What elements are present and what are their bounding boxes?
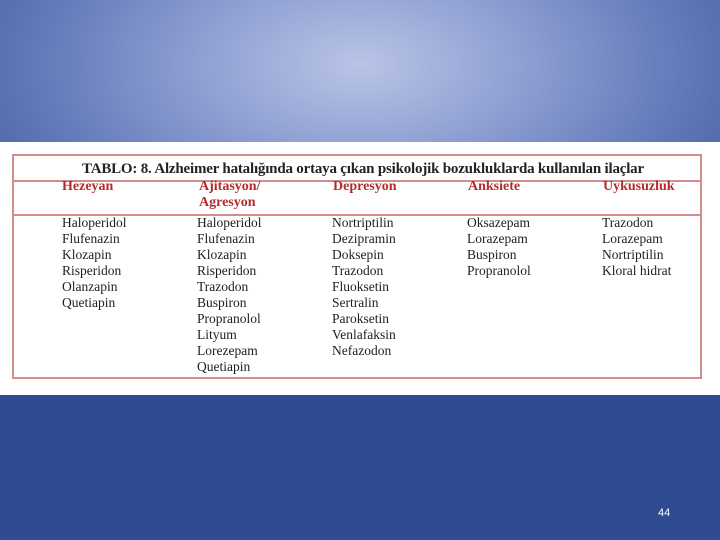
column-header-ajitasyon	[199, 179, 260, 211]
drug-cell: Flufenazin	[62, 231, 120, 246]
column-header-anksiete: Anksiete	[468, 179, 521, 194]
drug-cell: Fluoksetin	[332, 279, 390, 294]
drug-cell: Klozapin	[62, 247, 112, 262]
drug-cell: Oksazepam	[467, 215, 530, 230]
drug-cell: Kloral hidrat	[602, 263, 672, 278]
drug-cell: Dezipramin	[332, 231, 396, 246]
drug-cell: Nortriptilin	[602, 247, 664, 262]
column-uykusuzluk	[602, 215, 671, 279]
drug-cell: Lityum	[197, 327, 237, 342]
drug-cell: Risperidon	[197, 263, 257, 278]
column-header-ajitasyon-line1: Ajitasyon/	[199, 179, 261, 194]
drug-cell: Propranolol	[467, 263, 531, 278]
drug-cell: Flufenazin	[197, 231, 255, 246]
column-header-uykusuzluk: Uykusuzluk	[603, 179, 675, 194]
drug-cell: Nortriptilin	[332, 215, 394, 230]
drug-cell: Buspiron	[197, 295, 247, 310]
column-header-ajitasyon-line2: Agresyon	[199, 195, 256, 210]
drug-cell: Propranolol	[197, 311, 261, 326]
drug-cell: Klozapin	[197, 247, 247, 262]
page-number: 44	[658, 507, 671, 519]
drug-cell: Venlafaksin	[332, 327, 396, 342]
drug-cell: Lorazepam	[602, 231, 663, 246]
drug-cell: Doksepin	[332, 247, 384, 262]
drug-cell: Trazodon	[602, 215, 654, 230]
drug-cell: Paroksetin	[332, 311, 389, 326]
drug-cell: Haloperidol	[62, 215, 127, 230]
drug-cell: Quetiapin	[197, 359, 251, 374]
drug-cell: Sertralin	[332, 295, 379, 310]
drug-cell: Trazodon	[197, 279, 249, 294]
column-depresyon	[332, 215, 396, 359]
column-anksiete	[467, 215, 531, 279]
drug-cell: Risperidon	[62, 263, 122, 278]
drug-cell: Buspiron	[467, 247, 517, 262]
drug-cell: Haloperidol	[197, 215, 262, 230]
drug-cell: Nefazodon	[332, 343, 392, 358]
drug-cell: Lorezepam	[197, 343, 258, 358]
column-hezeyan	[62, 215, 126, 311]
drug-cell: Lorazepam	[467, 231, 528, 246]
drug-cell: Trazodon	[332, 263, 384, 278]
column-ajitasyon	[197, 215, 261, 375]
drug-cell: Olanzapin	[62, 279, 118, 294]
column-header-depresyon: Depresyon	[333, 179, 397, 194]
table-title: TABLO: 8. Alzheimer hatalığında ortaya çıkan psikolojik bozukluklarda kullanılan ilaçlar	[82, 161, 644, 177]
column-header-hezeyan: Hezeyan	[62, 179, 114, 194]
drug-cell: Quetiapin	[62, 295, 116, 310]
